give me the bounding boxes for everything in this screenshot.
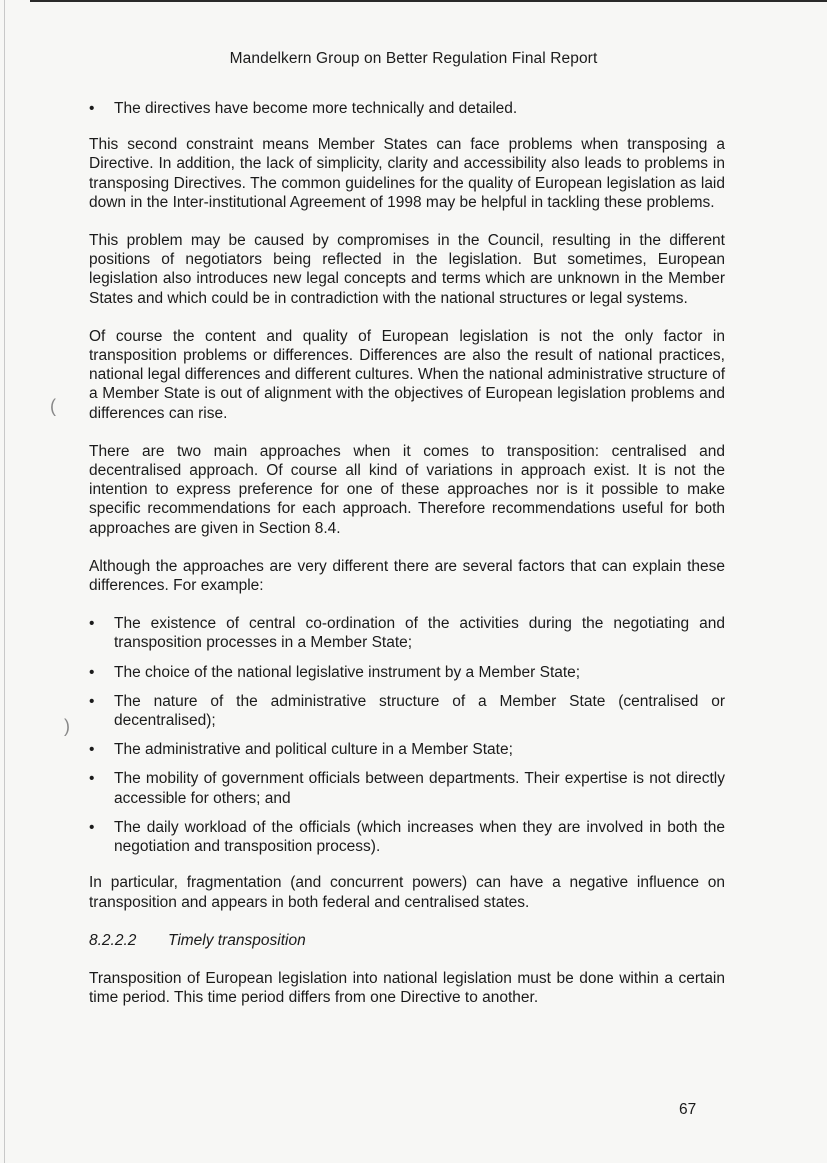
list-item: • The directives have become more technically and detailed.: [89, 100, 518, 117]
paragraph: Transposition of European legislation into national legislation must be done within a certain time period. This time period differs from one Directive to another.: [89, 969, 725, 1007]
list-item: • The daily workload of the officials (which increases when they are involved in both the negotiation and transposition process).: [89, 818, 725, 856]
bullet-icon: •: [89, 770, 95, 788]
bullet-icon: •: [89, 741, 95, 759]
section-subheading: [89, 931, 725, 950]
scan-artifact-mark: ): [64, 716, 70, 736]
paragraph: This second constraint means Member States can face problems when transposing a Directive. In addition, the lack of simplicity, clarity and accessibility also leads to problems in transposing Directives. The common guidelines for the quality of European legislation as laid down in the Inter-institutional Agreement of 1998 may be helpful in tackling these problems.: [89, 136, 725, 211]
list-item: • The administrative and political culture in a Member State;: [89, 741, 513, 759]
running-header: Mandelkern Group on Better Regulation Final Report: [229, 50, 598, 67]
section-number: 8.2.2.2: [89, 931, 137, 949]
body-content: [89, 99, 725, 1026]
factor-bullet-list: [89, 614, 725, 856]
list-item: • The nature of the administrative structure of a Member State (centralised or decentralised);: [89, 692, 725, 730]
page-number: 67: [679, 1101, 697, 1118]
list-item: • The existence of central co-ordination of the activities during the negotiating and transposition processes in a Member State;: [89, 615, 725, 652]
intro-bullet-list: [89, 99, 725, 118]
list-item: • The mobility of government officials between departments. Their expertise is not directly accessible for others; and: [89, 770, 725, 807]
bullet-icon: •: [89, 692, 95, 710]
scan-edge: [4, 0, 5, 1163]
paragraph: Of course the content and quality of European legislation is not the only factor in transposition problems or differences. Differences are also the result of national practices, national legal differences and different cultures. When the national administrative structure of a Member State is out of alignment with the objectives of European legislation problems and differences can rise.: [89, 327, 725, 422]
top-rule: [30, 0, 827, 2]
list-item: • The choice of the national legislative instrument by a Member State;: [89, 663, 581, 681]
bullet-icon: •: [89, 615, 95, 633]
paragraph: There are two main approaches when it comes to transposition: centralised and decentralised approach. Of course all kind of variations in approach exist. It is not the intention to express preference for one of these approaches nor is it possible to make specific recommendations for each approach. Therefore recommendations useful for both approaches are given in Section 8.4.: [89, 442, 725, 537]
paragraph: In particular, fragmentation (and concurrent powers) can have a negative influence on transposition and appears in both federal and centralised states.: [89, 874, 725, 911]
paragraph: This problem may be caused by compromises in the Council, resulting in the different positions of negotiators being reflected in the legislation. But sometimes, European legislation also introduces new legal concepts and terms which are unknown in the Member States and which could be in contradiction with the national structures or legal systems.: [89, 232, 725, 307]
paragraph: Although the approaches are very different there are several factors that can explain these differences. For example:: [89, 557, 725, 595]
bullet-icon: •: [89, 663, 95, 681]
bullet-icon: •: [89, 100, 95, 117]
section-title: Timely transposition: [168, 931, 306, 949]
bullet-icon: •: [89, 818, 95, 836]
scan-artifact-mark: (: [50, 396, 56, 416]
